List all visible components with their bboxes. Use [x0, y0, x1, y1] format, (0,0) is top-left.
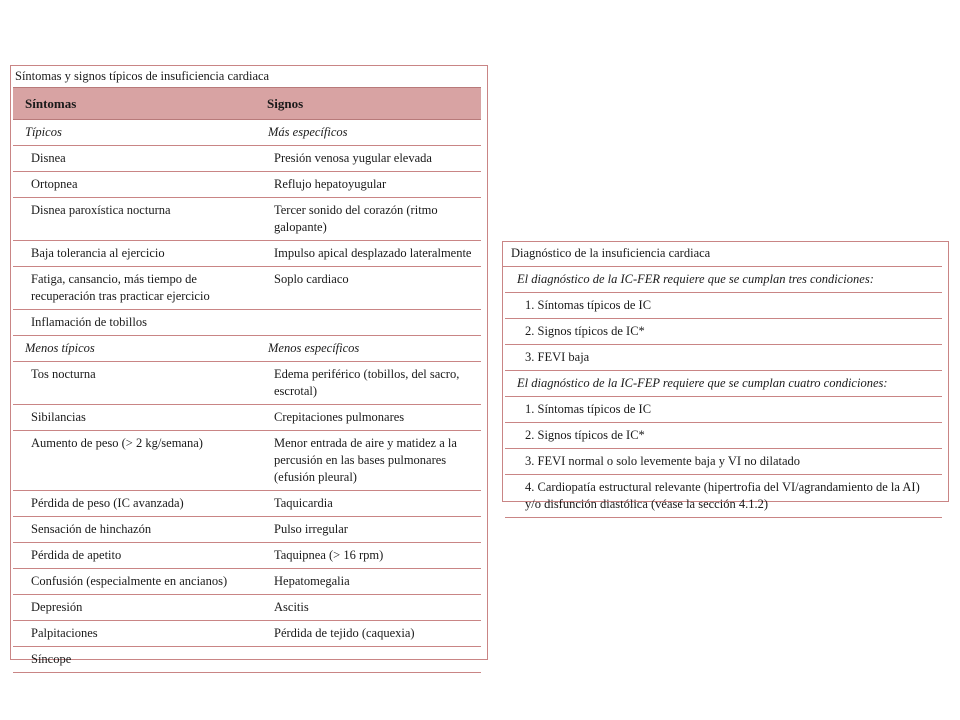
table-row — [13, 172, 481, 198]
sign-cell: Tercer sonido del corazón (ritmo galopante) — [274, 203, 438, 234]
sign-cell: Soplo cardiaco — [274, 272, 349, 286]
symptom-cell: Baja tolerancia al ejercicio — [31, 246, 165, 260]
symptom-cell: Disnea — [31, 151, 66, 165]
table-title: Diagnóstico de la insuficiencia cardiaca — [503, 242, 942, 267]
header-signs: Signos — [267, 95, 304, 111]
symptom-cell: Depresión — [31, 600, 83, 614]
table-row — [13, 241, 481, 267]
table-row — [13, 621, 481, 647]
section-row: El diagnóstico de la IC-FER requiere que se cumplan tres condiciones: — [505, 267, 942, 293]
sign-cell: Crepitaciones pulmonares — [274, 410, 405, 424]
table-row — [13, 517, 481, 543]
symptom-cell: Pérdida de peso (IC avanzada) — [31, 496, 184, 510]
sign-cell: Reflujo hepatoyugular — [274, 177, 387, 191]
table-row — [13, 569, 481, 595]
sign-cell: Hepatomegalia — [274, 574, 350, 588]
table-row — [13, 146, 481, 172]
criterion-row: 4. Cardiopatía estructural relevante (hipertrofia del VI/agrandamiento de la AI) y/o disfunción diastólica (véase la sección 4.1.2) — [505, 475, 942, 518]
criterion-row: 3. FEVI normal o solo levemente baja y VI no dilatado — [505, 449, 942, 475]
sign-cell: Edema periférico (tobillos, del sacro, escrotal) — [274, 367, 460, 398]
criterion-row: 3. FEVI baja — [505, 345, 942, 371]
table-row — [13, 267, 481, 310]
section-row — [13, 336, 481, 362]
symptom-cell: Sibilancias — [31, 410, 86, 424]
sign-cell: Menor entrada de aire y matidez a la percusión en las bases pulmonares (efusión pleural) — [274, 436, 457, 484]
symptom-cell: Típicos — [25, 125, 62, 139]
symptom-cell: Fatiga, cansancio, más tiempo de recuperación tras practicar ejercicio — [31, 272, 210, 303]
symptom-cell: Disnea paroxística nocturna — [31, 203, 171, 217]
symptom-cell: Tos nocturna — [31, 367, 96, 381]
symptom-cell: Confusión (especialmente en ancianos) — [31, 574, 228, 588]
diagnosis-table — [502, 241, 949, 511]
symptom-cell: Inflamación de tobillos — [31, 315, 147, 329]
table-header — [13, 87, 481, 120]
criterion-row: 2. Signos típicos de IC* — [505, 423, 942, 449]
criterion-row: 2. Signos típicos de IC* — [505, 319, 942, 345]
sign-cell: Impulso apical desplazado lateralmente — [274, 246, 472, 260]
table-row — [13, 362, 481, 405]
section-row: El diagnóstico de la IC-FEP requiere que se cumplan cuatro condiciones: — [505, 371, 942, 397]
header-symptoms: Síntomas — [25, 95, 77, 111]
symptom-cell: Sensación de hinchazón — [31, 522, 152, 536]
symptom-cell: Menos típicos — [25, 341, 95, 355]
table-row — [13, 647, 481, 673]
symptom-cell: Ortopnea — [31, 177, 78, 191]
symptom-cell: Aumento de peso (> 2 kg/semana) — [31, 436, 203, 450]
sign-cell: Menos específicos — [268, 341, 360, 355]
sign-cell: Taquicardia — [274, 496, 333, 510]
sign-cell: Presión venosa yugular elevada — [274, 151, 432, 165]
sign-cell — [253, 310, 481, 335]
symptom-cell: Palpitaciones — [31, 626, 98, 640]
sign-cell — [253, 647, 481, 672]
table-body — [503, 267, 948, 518]
table-row — [13, 310, 481, 336]
sign-cell: Taquipnea (> 16 rpm) — [274, 548, 384, 562]
sign-cell: Pérdida de tejido (caquexia) — [274, 626, 415, 640]
table-title: Síntomas y signos típicos de insuficiencia cardiaca — [15, 69, 270, 83]
table-row — [13, 595, 481, 621]
symptoms-signs-table — [10, 65, 488, 666]
criterion-row: 1. Síntomas típicos de IC — [505, 397, 942, 423]
table-row — [13, 491, 481, 517]
section-row — [13, 120, 481, 146]
criterion-row: 1. Síntomas típicos de IC — [505, 293, 942, 319]
table-row — [13, 543, 481, 569]
sign-cell: Ascitis — [274, 600, 309, 614]
symptom-cell: Pérdida de apetito — [31, 548, 122, 562]
table-body — [11, 120, 487, 673]
table-row — [13, 431, 481, 491]
table-row — [13, 405, 481, 431]
sign-cell: Pulso irregular — [274, 522, 348, 536]
table-row — [13, 198, 481, 241]
sign-cell: Más específicos — [268, 125, 348, 139]
symptom-cell: Síncope — [31, 652, 72, 666]
